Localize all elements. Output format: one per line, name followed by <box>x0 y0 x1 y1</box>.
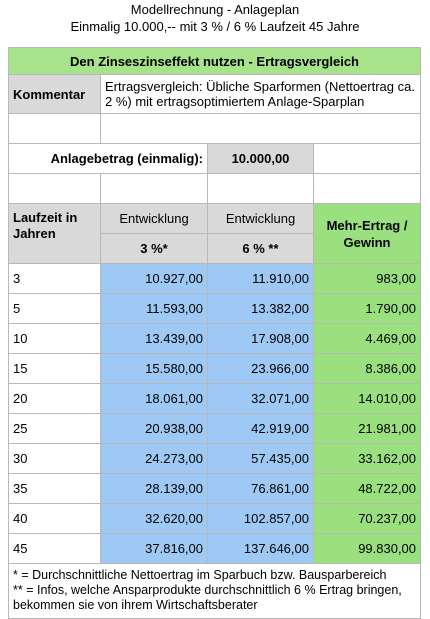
col-header-mehr-ertrag: Mehr-Ertrag / Gewinn <box>314 204 421 264</box>
cell-diff: 48.722,00 <box>314 474 421 504</box>
cell-v3: 20.938,00 <box>101 414 208 444</box>
cell-v6: 11.910,00 <box>208 264 314 294</box>
table-row <box>9 504 421 534</box>
table-row <box>9 264 421 294</box>
table-title: Den Zinseszinseffekt nutzen - Ertragsvergleich <box>9 48 421 75</box>
cell-years: 3 <box>9 264 101 294</box>
kommentar-row <box>9 75 421 114</box>
footnotes <box>9 564 421 619</box>
cell-v6: 137.646,00 <box>208 534 314 564</box>
cell-v3: 13.439,00 <box>101 324 208 354</box>
cell-v6: 32.071,00 <box>208 384 314 414</box>
table-row <box>9 534 421 564</box>
col-header-rate-6: 6 % ** <box>208 234 314 264</box>
cell-v3: 24.273,00 <box>101 444 208 474</box>
table-row <box>9 444 421 474</box>
cell-v6: 102.857,00 <box>208 504 314 534</box>
cell-v3: 15.580,00 <box>101 354 208 384</box>
cell-diff: 8.386,00 <box>314 354 421 384</box>
col-header-laufzeit: Laufzeit in Jahren <box>9 204 101 264</box>
cell-v3: 32.620,00 <box>101 504 208 534</box>
cell-v3: 18.061,00 <box>101 384 208 414</box>
cell-diff: 983,00 <box>314 264 421 294</box>
header-title: Modellrechnung - Anlageplan <box>130 2 300 17</box>
kommentar-text: Ertragsvergleich: Übliche Sparformen (Nettoertrag ca. 2 %) mit ertragsoptimiertem Anlage-Sparplan <box>101 75 421 114</box>
table-row <box>9 384 421 414</box>
kommentar-label: Kommentar <box>9 75 101 114</box>
table-row <box>9 294 421 324</box>
cell-diff: 21.981,00 <box>314 414 421 444</box>
table-row <box>9 324 421 354</box>
cell-diff: 99.830,00 <box>314 534 421 564</box>
cell-years: 15 <box>9 354 101 384</box>
cell-years: 30 <box>9 444 101 474</box>
empty-row <box>9 114 421 144</box>
cell-v3: 37.816,00 <box>101 534 208 564</box>
cell-v3: 11.593,00 <box>101 294 208 324</box>
cell-years: 20 <box>9 384 101 414</box>
cell-diff: 70.237,00 <box>314 504 421 534</box>
footnote-note1: * = Durchschnittliche Nettoertrag im Sparbuch bzw. Bausparbereich <box>13 568 387 582</box>
cell-diff: 4.469,00 <box>314 324 421 354</box>
cell-years: 35 <box>9 474 101 504</box>
anlagebetrag-row <box>9 144 421 174</box>
cell-v6: 42.919,00 <box>208 414 314 444</box>
cell-v6: 17.908,00 <box>208 324 314 354</box>
col-header-entwicklung-6: Entwicklung <box>208 204 314 234</box>
cell-years: 45 <box>9 534 101 564</box>
ertragsvergleich-table <box>8 47 421 619</box>
cell-v3: 28.139,00 <box>101 474 208 504</box>
column-header-row <box>9 204 421 234</box>
cell-v6: 23.966,00 <box>208 354 314 384</box>
cell-v3: 10.927,00 <box>101 264 208 294</box>
table-row <box>9 474 421 504</box>
empty-row <box>9 174 421 204</box>
cell-years: 40 <box>9 504 101 534</box>
page-header <box>0 0 430 37</box>
cell-years: 5 <box>9 294 101 324</box>
anlagebetrag-value: 10.000,00 <box>208 144 314 174</box>
anlagebetrag-label: Anlagebetrag (einmalig): <box>9 144 208 174</box>
table-row <box>9 414 421 444</box>
header-subtitle: Einmalig 10.000,-- mit 3 % / 6 % Laufzeit 45 Jahre <box>70 19 360 34</box>
cell-v6: 76.861,00 <box>208 474 314 504</box>
cell-v6: 13.382,00 <box>208 294 314 324</box>
cell-years: 10 <box>9 324 101 354</box>
cell-diff: 1.790,00 <box>314 294 421 324</box>
notes-row <box>9 564 421 619</box>
col-header-rate-3: 3 %* <box>101 234 208 264</box>
table-row <box>9 354 421 384</box>
col-header-entwicklung-3: Entwicklung <box>101 204 208 234</box>
cell-years: 25 <box>9 414 101 444</box>
table-title-row <box>9 48 421 75</box>
cell-v6: 57.435,00 <box>208 444 314 474</box>
footnote-note2: ** = Infos, welche Ansparprodukte durchschnittlich 6 % Ertrag bringen, bekommen sie von ihrem Wirtschaftsberater <box>13 583 402 612</box>
cell-diff: 33.162,00 <box>314 444 421 474</box>
cell-diff: 14.010,00 <box>314 384 421 414</box>
